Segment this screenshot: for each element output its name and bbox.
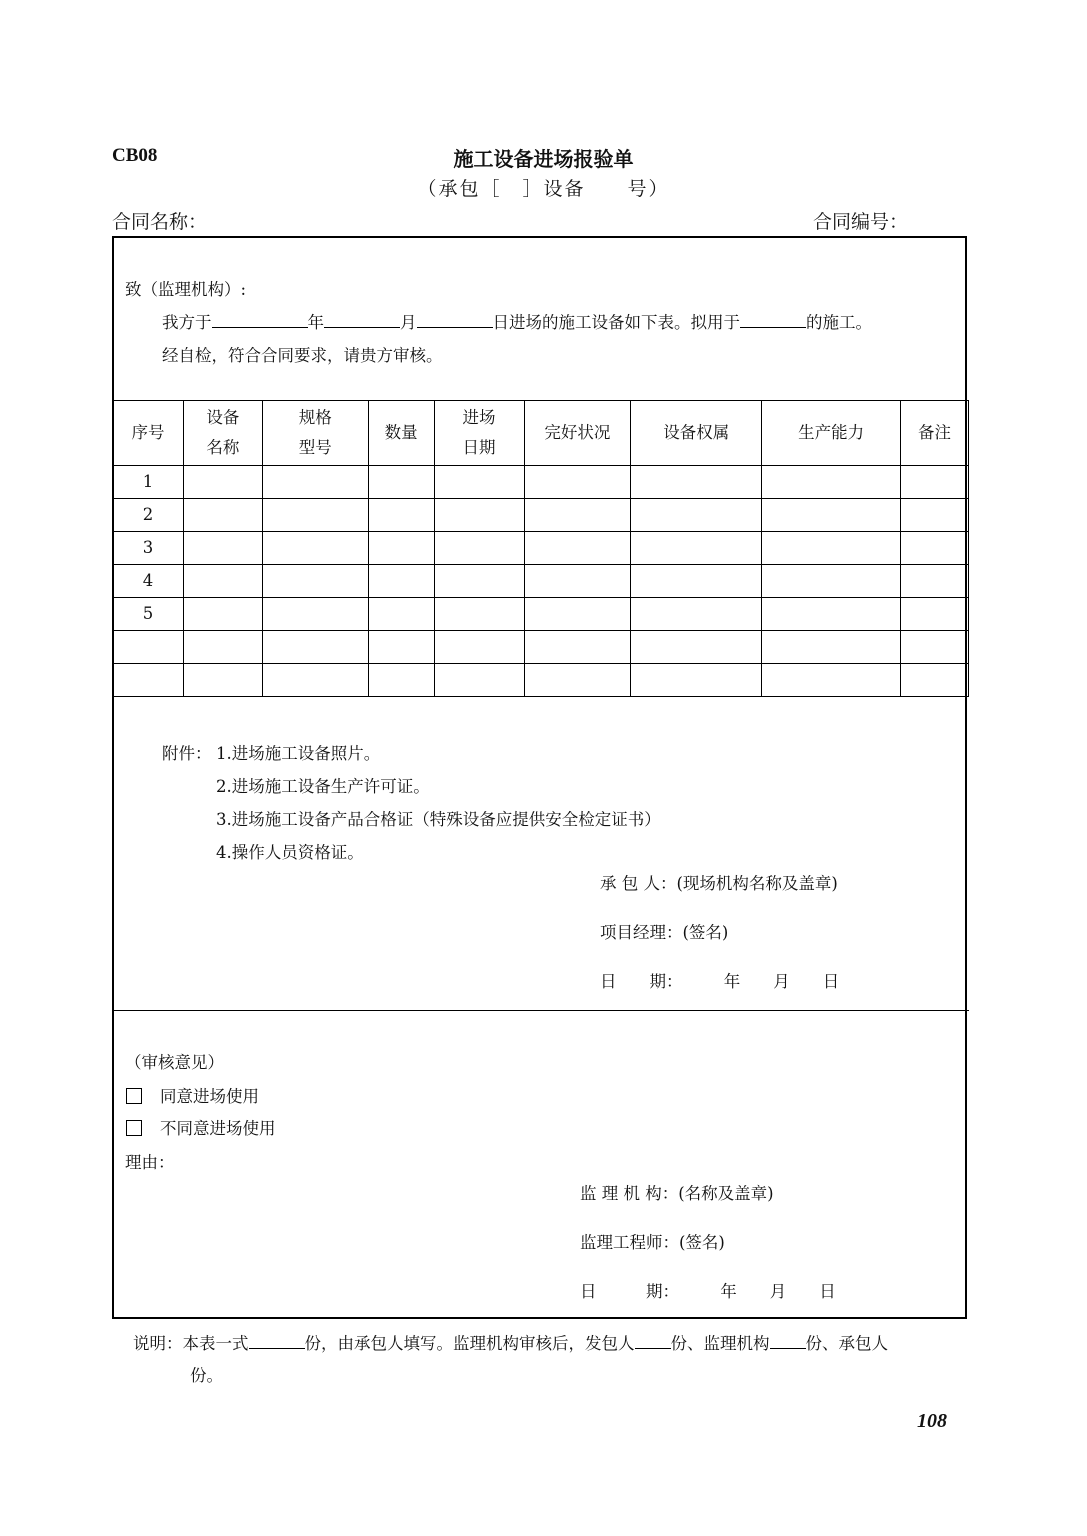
contractor-signature: 承 包 人：(现场机构名称及盖章) [600, 874, 838, 893]
contract-name-label: 合同名称： [112, 211, 208, 233]
project-manager-signature: 项目经理：(签名) [600, 923, 729, 942]
note-text-b: 份，由承包人填写。监理机构审核后，发包人 [304, 1334, 635, 1353]
table-row [113, 466, 969, 499]
row-number: 4 [113, 565, 184, 598]
addressee: 致（监理机构）: [125, 280, 247, 299]
disagree-option[interactable] [126, 1115, 276, 1139]
intro-line-2: 经自检，符合合同要求，请贵方审核。 [162, 346, 443, 365]
attachment-item: 4.操作人员资格证。 [216, 843, 364, 862]
form-title: 施工设备进场报验单 [453, 147, 634, 171]
disagree-label: 不同意进场使用 [160, 1119, 276, 1138]
disagree-checkbox[interactable] [126, 1120, 142, 1136]
reason-label: 理由： [125, 1153, 175, 1172]
row-number: 2 [113, 499, 184, 532]
footer-note [133, 1330, 888, 1354]
col-header-no: 序号 [113, 401, 184, 466]
intro-text-c: 月 [400, 313, 417, 332]
attachment-item: 1.进场施工设备照片。 [216, 744, 381, 763]
intro-text-b: 年 [307, 313, 324, 332]
intro-text-a: 我方于 [162, 313, 212, 332]
form-subtitle: （承包［ ］设备 号） [417, 178, 670, 200]
agree-checkbox[interactable] [126, 1088, 142, 1104]
table-row [113, 598, 969, 631]
row-number: 3 [113, 532, 184, 565]
row-number [113, 664, 184, 697]
table-header-row [113, 401, 969, 466]
equipment-table [112, 400, 969, 697]
col-header-quantity: 数量 [368, 401, 434, 466]
note-text-d: 份、承包人 [805, 1334, 888, 1353]
review-label: （审核意见） [125, 1053, 224, 1072]
col-header-spec-model: 规格 型号 [262, 401, 368, 466]
attachment-item: 2.进场施工设备生产许可证。 [216, 777, 430, 796]
contractor-date: 日 期： 年 月 日 [600, 972, 840, 991]
attachment-item: 3.进场施工设备产品合格证（特殊设备应提供安全检定证书） [216, 810, 661, 829]
row-number: 1 [113, 466, 184, 499]
col-header-condition: 完好状况 [524, 401, 631, 466]
col-header-ownership: 设备权属 [631, 401, 762, 466]
note-text-c: 份、监理机构 [670, 1334, 770, 1353]
row-number: 5 [113, 598, 184, 631]
agree-label: 同意进场使用 [160, 1087, 259, 1106]
intro-line-1 [162, 309, 872, 333]
supervisor-engineer-signature: 监理工程师：(签名) [580, 1233, 725, 1252]
project-blank[interactable] [740, 311, 806, 328]
col-header-remarks: 备注 [901, 401, 969, 466]
col-header-equipment-name: 设备 名称 [183, 401, 262, 466]
intro-text-e: 的施工。 [806, 313, 872, 332]
day-blank[interactable] [417, 311, 493, 328]
contract-no-label: 合同编号： [813, 211, 909, 233]
copies-employer-blank[interactable] [635, 1332, 671, 1349]
table-row [113, 499, 969, 532]
col-header-entry-date: 进场 日期 [434, 401, 524, 466]
year-blank[interactable] [212, 311, 308, 328]
col-header-capacity: 生产能力 [762, 401, 901, 466]
footer-note-end: 份。 [190, 1366, 223, 1385]
table-row [113, 532, 969, 565]
table-row [113, 565, 969, 598]
table-row [113, 664, 969, 697]
form-code: CB08 [112, 145, 158, 166]
page-number: 108 [917, 1410, 947, 1432]
table-row [113, 631, 969, 664]
section-divider [112, 1010, 969, 1011]
intro-text-d: 日进场的施工设备如下表。拟用于 [492, 313, 740, 332]
copies-supervisor-blank[interactable] [770, 1332, 806, 1349]
supervisor-org-signature: 监 理 机 构：(名称及盖章) [580, 1184, 774, 1203]
agree-option[interactable] [126, 1083, 259, 1107]
row-number [113, 631, 184, 664]
month-blank[interactable] [324, 311, 400, 328]
copies-total-blank[interactable] [249, 1332, 305, 1349]
attachments-label: 附件： [162, 744, 212, 763]
supervisor-date: 日 期： 年 月 日 [580, 1282, 836, 1301]
note-text-a: 说明：本表一式 [133, 1334, 249, 1353]
